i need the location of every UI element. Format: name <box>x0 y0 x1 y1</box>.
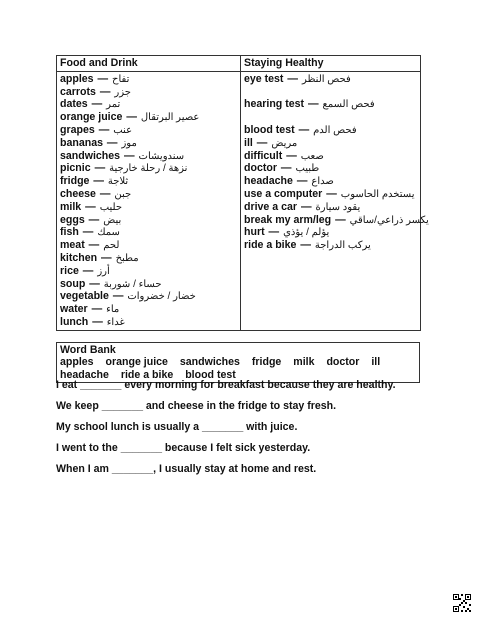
vocab-dash: — <box>277 162 295 175</box>
vocab-entry <box>60 252 237 265</box>
vocab-translation: لحم <box>103 240 120 252</box>
vocab-entry <box>60 303 237 316</box>
vocab-dash: — <box>298 200 315 213</box>
vocab-dash: — <box>332 213 349 226</box>
vocab-word: use a computer <box>244 187 323 200</box>
vocab-translation: فحص الدم <box>313 124 357 136</box>
vocab-dash: — <box>295 123 313 136</box>
sentence-item: We keep _______ and cheese in the fridge to stay fresh. <box>56 400 337 412</box>
vocab-word: apples <box>60 72 94 85</box>
word-bank-word: orange juice <box>105 356 168 369</box>
vocab-word: headache <box>244 175 293 188</box>
food-and-drink-column <box>57 71 241 330</box>
vocab-translation: يقود سيارة <box>315 201 361 213</box>
vocab-entry <box>60 162 237 175</box>
vocab-translation: سمك <box>97 227 120 239</box>
vocab-word: kitchen <box>60 251 98 264</box>
vocab-translation: جبن <box>114 188 132 200</box>
vocab-dash: — <box>293 175 311 188</box>
vocab-word: dates <box>60 98 88 111</box>
vocab-translation: صداع <box>311 176 334 188</box>
vocab-word: orange juice <box>60 111 123 124</box>
vocab-dash: — <box>88 98 106 111</box>
vocab-dash: — <box>96 85 114 98</box>
vocab-dash: — <box>265 226 283 239</box>
vocab-entry <box>244 124 417 137</box>
sentence-item: My school lunch is usually a _______ with juice. <box>56 421 298 433</box>
vocab-dash: — <box>109 290 127 303</box>
vocab-translation: عصير البرتقال <box>140 112 200 124</box>
vocab-translation: تمر <box>106 99 121 111</box>
vocab-word: picnic <box>60 162 91 175</box>
vocab-word: carrots <box>60 85 96 98</box>
vocab-dash: — <box>253 136 271 149</box>
vocab-dash: — <box>88 303 106 316</box>
vocab-word: lunch <box>60 315 89 328</box>
vocab-entry <box>60 188 237 201</box>
vocab-dash: — <box>96 187 114 200</box>
qr-code-icon <box>453 594 471 612</box>
vocab-entry <box>60 175 237 188</box>
vocab-entry <box>244 73 417 86</box>
word-bank-word: ill <box>371 356 381 369</box>
vocab-translation: يؤلم / يؤذي <box>283 227 330 239</box>
vocab-translation: عنب <box>113 124 133 136</box>
vocab-translation: فحص السمع <box>322 99 375 111</box>
word-bank <box>56 342 420 383</box>
vocab-translation: جزر <box>114 86 131 98</box>
vocab-translation: يكسر ذراعي/ساقي <box>349 214 429 226</box>
vocab-entry <box>60 239 237 252</box>
vocab-entry <box>60 150 237 163</box>
vocab-entry <box>60 86 237 99</box>
vocab-dash: — <box>284 72 301 85</box>
word-bank-word: fridge <box>251 356 282 369</box>
vocab-translation: تفاح <box>112 73 130 85</box>
word-bank-word: doctor <box>326 356 360 369</box>
vocab-translation: مريض <box>271 137 298 149</box>
vocab-word: difficult <box>244 149 283 162</box>
vocab-word: eye test <box>244 72 284 85</box>
vocab-entry <box>244 98 417 111</box>
vocab-dash: — <box>323 187 340 200</box>
word-bank-word: milk <box>293 356 315 369</box>
vocab-translation: طبيب <box>295 163 320 175</box>
vocab-dash: — <box>79 264 97 277</box>
vocab-dash: — <box>305 98 322 111</box>
vocab-dash: — <box>98 251 115 264</box>
vocab-translation: ماء <box>106 304 120 316</box>
vocab-word: rice <box>60 264 79 277</box>
vocab-translation: غداء <box>106 316 125 328</box>
vocab-translation: ثلاجة <box>107 176 129 188</box>
vocab-entry <box>60 201 237 214</box>
vocab-entry <box>60 290 237 303</box>
sentence-item: I went to the _______ because I felt sick yesterday. <box>56 442 311 454</box>
vocab-translation: بيض <box>103 214 122 226</box>
vocab-entry <box>60 73 237 86</box>
vocab-word: water <box>60 303 88 316</box>
vocab-entry <box>244 86 417 99</box>
vocab-word: eggs <box>60 213 85 226</box>
vocab-dash: — <box>121 149 138 162</box>
vocab-word: break my arm/leg <box>244 213 332 226</box>
word-bank-title: Word Bank <box>60 344 116 356</box>
vocab-entry <box>60 265 237 278</box>
vocab-translation: حساء / شوربة <box>103 278 162 290</box>
vocab-entry <box>244 201 417 214</box>
vocab-translation: فحص النظر <box>301 73 351 85</box>
vocab-translation: حليب <box>99 201 123 213</box>
vocab-word: blood test <box>244 123 295 136</box>
word-bank-word: blood test <box>185 368 236 381</box>
vocab-word: doctor <box>244 162 277 175</box>
sentence-item: I eat _______ every morning for breakfast because they are healthy. <box>56 379 396 391</box>
word-bank-word: apples <box>60 356 94 369</box>
word-bank-word: headache <box>60 368 109 381</box>
vocab-dash: — <box>86 277 103 290</box>
vocab-entry <box>60 316 237 329</box>
vocab-word: ill <box>244 136 253 149</box>
fill-in-sentences <box>56 379 436 484</box>
vocab-entry <box>244 188 417 201</box>
vocab-entry <box>60 111 237 124</box>
vocab-word: meat <box>60 239 85 252</box>
vocab-word: hearing test <box>244 98 305 111</box>
vocab-translation: يركب الدراجة <box>314 240 371 252</box>
vocab-translation: أرز <box>97 265 110 277</box>
vocab-translation: يستخدم الحاسوب <box>340 188 415 200</box>
header-staying-healthy: Staying Healthy <box>241 56 421 72</box>
vocab-dash: — <box>89 315 106 328</box>
word-bank-word: sandwiches <box>179 356 240 369</box>
vocab-entry <box>244 111 417 124</box>
vocab-entry <box>244 239 417 252</box>
word-bank-words <box>60 356 416 381</box>
vocab-entry <box>244 162 417 175</box>
vocab-word: bananas <box>60 136 103 149</box>
vocabulary-table <box>56 55 429 331</box>
vocab-word: fish <box>60 226 79 239</box>
vocab-dash: — <box>283 149 300 162</box>
vocab-word: ride a bike <box>244 239 297 252</box>
vocab-dash: — <box>297 239 314 252</box>
vocab-word: grapes <box>60 123 95 136</box>
vocab-word: hurt <box>244 226 265 239</box>
vocab-dash: — <box>82 200 99 213</box>
vocab-dash: — <box>79 226 97 239</box>
vocab-entry <box>244 226 417 239</box>
vocab-translation: مطبخ <box>115 252 139 264</box>
vocab-dash: — <box>90 175 107 188</box>
vocab-dash: — <box>85 239 103 252</box>
vocab-translation: موز <box>121 137 137 149</box>
vocab-entry <box>60 226 237 239</box>
vocab-entry <box>244 150 417 163</box>
vocab-entry <box>244 213 429 227</box>
staying-healthy-column <box>241 71 429 330</box>
vocab-word: sandwiches <box>60 149 121 162</box>
vocab-dash: — <box>123 111 140 124</box>
vocab-entry <box>244 175 417 188</box>
vocab-word: soup <box>60 277 86 290</box>
vocab-entry <box>60 278 237 291</box>
vocab-word: cheese <box>60 187 96 200</box>
vocab-translation: نزهة / رحلة خارجية <box>109 163 188 175</box>
vocab-dash: — <box>91 162 109 175</box>
header-food-and-drink: Food and Drink <box>57 56 241 72</box>
vocab-word: milk <box>60 200 82 213</box>
word-bank-word: ride a bike <box>120 368 174 381</box>
vocab-word: vegetable <box>60 290 109 303</box>
vocab-translation: سندويشات <box>138 150 185 162</box>
vocab-entry <box>60 124 237 137</box>
sentence-item: When I am _______, I usually stay at home and rest. <box>56 463 317 475</box>
vocab-entry <box>244 137 417 150</box>
vocab-dash: — <box>85 213 103 226</box>
vocab-dash: — <box>103 136 121 149</box>
vocab-dash: — <box>94 72 112 85</box>
vocab-word: drive a car <box>244 200 298 213</box>
vocab-entry <box>60 137 237 150</box>
vocab-translation: صعب <box>300 150 324 162</box>
vocab-dash: — <box>95 123 113 136</box>
vocab-word: fridge <box>60 175 90 188</box>
vocab-entry <box>60 98 237 111</box>
vocab-translation: خضار / خضروات <box>127 291 196 303</box>
vocab-entry <box>60 214 237 227</box>
